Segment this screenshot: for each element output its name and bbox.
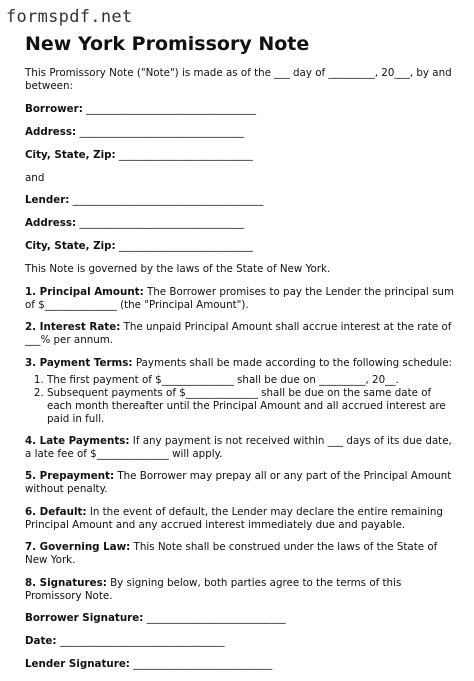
lender-address-field[interactable]: [25, 217, 457, 230]
section-payment: [25, 357, 457, 370]
section-payment-text: Payments shall be made according to the following schedule:: [135, 356, 453, 369]
lender-signature-label: Lender Signature:: [25, 658, 130, 670]
lender-city-field[interactable]: [25, 240, 457, 253]
borrower-field[interactable]: [25, 103, 457, 116]
lender-address-line[interactable]: ________________________________: [79, 217, 245, 229]
section-prepayment-text: The Borrower may prepay all or any part of the Principal Amount without penalty.: [25, 470, 452, 495]
lender-signature-field[interactable]: [25, 658, 457, 671]
section-late-payments: [25, 435, 457, 461]
lender-label: Lender:: [25, 194, 70, 206]
section-default: [25, 506, 457, 532]
section-governing-label: 7. Governing Law:: [25, 541, 131, 553]
borrower-address-field[interactable]: [25, 126, 457, 139]
borrower-city-field[interactable]: [25, 149, 457, 162]
borrower-address-line[interactable]: ________________________________: [79, 125, 245, 138]
lender-line[interactable]: _____________________________________: [72, 194, 264, 206]
section-interest: [25, 321, 457, 347]
and-text: and: [25, 171, 45, 184]
governed-statement: This Note is governed by the laws of the State of New York.: [25, 263, 331, 275]
section-principal: [25, 286, 457, 312]
intro-paragraph: This Promissory Note ("Note") is made as of the ___ day of _________, 20___, by and between:: [25, 67, 452, 92]
section-default-text: In the event of default, the Lender may declare the entire remaining Principal Amount and any accrued interest immediately due and payable.: [25, 505, 443, 531]
section-late-label: 4. Late Payments:: [25, 434, 130, 447]
borrower-address-label: Address:: [25, 125, 77, 138]
section-signatures: [25, 577, 457, 603]
lender-city-label: City, State, Zip:: [25, 240, 116, 252]
date-line[interactable]: ________________________________: [59, 635, 225, 647]
date-label: Date:: [25, 635, 57, 647]
document-body: [25, 67, 457, 681]
borrower-signature-line[interactable]: ___________________________: [146, 612, 286, 624]
section-signatures-label: 8. Signatures:: [25, 576, 107, 589]
section-principal-label: 1. Principal Amount:: [25, 285, 144, 298]
borrower-city-line[interactable]: __________________________: [118, 148, 253, 161]
section-interest-text: The unpaid Principal Amount shall accrue interest at the rate of ___% per annum.: [25, 321, 452, 346]
section-governing-text: This Note shall be construed under the laws of the State of New York.: [25, 541, 438, 566]
lender-field[interactable]: [25, 194, 457, 207]
lender-city-line[interactable]: __________________________: [118, 240, 253, 252]
section-governing-law: [25, 541, 457, 567]
borrower-line[interactable]: _________________________________: [86, 102, 257, 115]
section-principal-text: The Borrower promises to pay the Lender the principal sum of $______________ (the "Principal Amount").: [25, 285, 454, 311]
section-prepayment-label: 5. Prepayment:: [25, 470, 115, 482]
watermark: formspdf.net: [6, 7, 133, 27]
section-payment-label: 3. Payment Terms:: [25, 356, 133, 369]
lender-address-label: Address:: [25, 217, 77, 229]
section-late-text: If any payment is not received within ___ days of its due date, a late fee of $______________ will apply.: [25, 434, 452, 460]
borrower-label: Borrower:: [25, 102, 83, 115]
section-signatures-text: By signing below, both parties agree to the terms of this Promissory Note.: [25, 576, 402, 602]
payment-schedule-item: 2. Subsequent payments of $______________ shall be due on the same date of each month thereafter until the Principal Amount and all accrued interest are paid in full.: [47, 387, 457, 426]
section-interest-label: 2. Interest Rate:: [25, 321, 121, 333]
page-title: New York Promissory Note: [25, 33, 310, 55]
payment-schedule-item: 1. The first payment of $______________ shall be due on _________, 20__.: [47, 374, 457, 387]
section-default-label: 6. Default:: [25, 505, 87, 518]
section-prepayment: [25, 470, 457, 496]
borrower-city-label: City, State, Zip:: [25, 148, 116, 161]
borrower-signature-field[interactable]: [25, 612, 457, 625]
date-field[interactable]: [25, 635, 457, 648]
payment-schedule-list: [25, 374, 457, 426]
borrower-signature-label: Borrower Signature:: [25, 612, 144, 624]
lender-signature-line[interactable]: ___________________________: [133, 658, 273, 670]
